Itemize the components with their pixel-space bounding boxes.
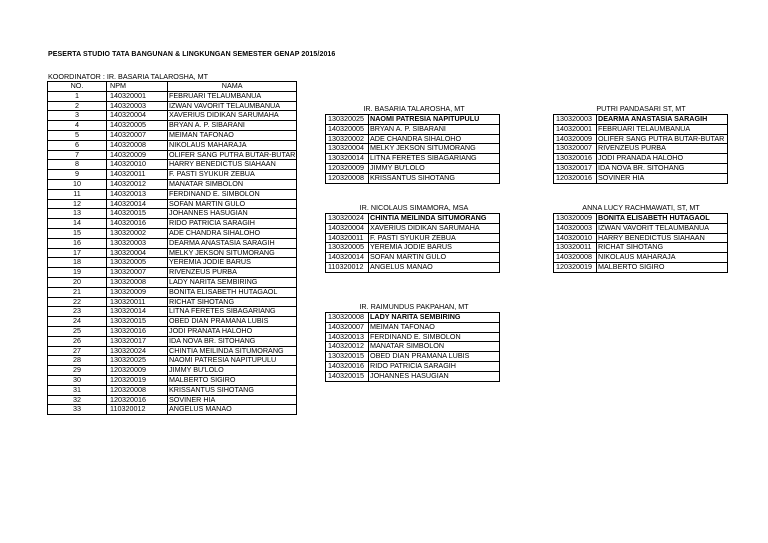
row-npm-cell: 140320008 xyxy=(107,140,168,150)
table-row xyxy=(48,346,297,356)
group-npm-cell: 120320009 xyxy=(326,163,369,173)
group-npm-cell: 130320007 xyxy=(554,144,597,154)
table-row xyxy=(48,395,297,405)
row-no-cell: 15 xyxy=(48,228,107,238)
group-npm-cell: 140320007 xyxy=(326,322,369,332)
group-row xyxy=(554,173,728,183)
row-no-cell: 21 xyxy=(48,287,107,297)
row-no-cell: 27 xyxy=(48,346,107,356)
table-row xyxy=(48,248,297,258)
row-npm-cell: 130320015 xyxy=(107,317,168,327)
group-npm-cell: 140320014 xyxy=(326,253,369,263)
row-no-cell: 23 xyxy=(48,307,107,317)
group-2-table xyxy=(553,114,728,184)
row-npm-cell: 130320002 xyxy=(107,228,168,238)
group-row xyxy=(326,352,500,362)
row-no-cell: 17 xyxy=(48,248,107,258)
group-nama-cell: XAVERIUS DIDIKAN SARUMAHA xyxy=(369,223,500,233)
row-nama-cell: OLIFER SANG PUTRA BUTAR-BUTAR xyxy=(169,150,296,159)
row-nama-cell: MEIMAN TAFONAO xyxy=(168,130,297,140)
row-no-cell: 8 xyxy=(48,160,107,170)
row-no-cell: 28 xyxy=(48,356,107,366)
group-nama-cell: RIVENZEUS PURBA xyxy=(597,144,728,154)
row-nama-cell: SOVINER HIA xyxy=(168,395,297,405)
row-npm-cell: 140320009 xyxy=(107,150,168,160)
group-2-lecturer: PUTRI PANDASARI ST, MT xyxy=(596,104,686,113)
group-row xyxy=(554,233,728,243)
group-npm-cell: 140320010 xyxy=(554,233,597,243)
row-nama-cell: LITNA FERETES SIBAGARIANG xyxy=(168,307,297,317)
group-row xyxy=(554,243,728,253)
row-no-cell: 24 xyxy=(48,317,107,327)
group-npm-cell: 130320005 xyxy=(326,243,369,253)
row-no-cell: 18 xyxy=(48,258,107,268)
group-npm-cell: 140320004 xyxy=(326,223,369,233)
group-row xyxy=(326,134,500,144)
row-nama-cell: FERDINAND E. SIMBOLON xyxy=(168,189,297,199)
group-npm-cell: 130320015 xyxy=(326,352,369,362)
group-nama-cell: DEARMA ANASTASIA SARAGIH xyxy=(597,115,728,125)
group-4-table xyxy=(553,213,728,273)
group-nama-cell: LITNA FERETES SIBAGARIANG xyxy=(369,154,500,164)
row-no-cell: 33 xyxy=(48,405,107,415)
table-row xyxy=(48,140,297,150)
table-row xyxy=(48,356,297,366)
group-row xyxy=(326,332,500,342)
group-nama-cell: IZWAN VAVORIT TELAUMBANUA xyxy=(597,223,728,233)
group-1-lecturer: IR. BASARIA TALAROSHA, MT xyxy=(363,104,465,113)
group-npm-cell: 130320002 xyxy=(326,134,369,144)
group-nama-cell: ANGELUS MANAO xyxy=(369,262,500,272)
table-row xyxy=(48,287,297,297)
table-row xyxy=(48,258,297,268)
row-nama-cell: IZWAN VAVORIT TELAUMBANUA xyxy=(168,101,297,111)
group-npm-cell: 130320016 xyxy=(554,154,597,164)
group-row xyxy=(326,154,500,164)
group-row xyxy=(326,233,500,243)
group-npm-cell: 120320008 xyxy=(326,173,369,183)
group-row xyxy=(554,154,728,164)
table-row xyxy=(48,307,297,317)
group-row xyxy=(326,214,500,224)
group-nama-cell: CHINTIA MEILINDA SITUMORANG xyxy=(369,214,500,224)
koordinator-name: IR. BASARIA TALAROSHA, MT xyxy=(106,72,209,81)
group-row xyxy=(326,223,500,233)
group-row xyxy=(326,163,500,173)
row-npm-cell: 140320016 xyxy=(107,219,168,229)
row-no-cell: 4 xyxy=(48,121,107,131)
group-nama-cell: OBED DIAN PRAMANA LUBIS xyxy=(369,352,500,362)
row-nama-cell: HARRY BENEDICTUS SIAHAAN xyxy=(168,160,297,170)
header-no: NO. xyxy=(48,82,107,92)
row-nama-cell: BRYAN A. P. SIBARANI xyxy=(168,121,297,131)
group-3-table xyxy=(325,213,500,273)
table-row xyxy=(48,385,297,395)
table-row xyxy=(48,179,297,189)
row-nama-cell: NAOMI PATRESIA NAPITUPULU xyxy=(168,356,297,366)
row-no-cell: 31 xyxy=(48,385,107,395)
row-npm-cell: 140320013 xyxy=(107,189,168,199)
document-title: PESERTA STUDIO TATA BANGUNAN & LINGKUNGAN SEMESTER GENAP 2015/2016 xyxy=(48,51,336,58)
group-row xyxy=(326,371,500,381)
row-nama-cell: IDA NOVA BR. SITOHANG xyxy=(168,336,297,346)
row-nama-cell: CHINTIA MEILINDA SITUMORANG xyxy=(168,346,297,356)
group-row xyxy=(326,253,500,263)
group-row xyxy=(326,115,500,125)
group-npm-cell: 140320003 xyxy=(554,223,597,233)
group-npm-cell: 130320014 xyxy=(326,154,369,164)
row-no-cell: 3 xyxy=(48,111,107,121)
group-nama-cell: MANATAR SIMBOLON xyxy=(369,342,500,352)
row-npm-cell: 130320016 xyxy=(107,326,168,336)
group-npm-cell: 130320009 xyxy=(554,214,597,224)
row-nama-cell: JOHANNES HASUGIAN xyxy=(168,209,297,219)
row-npm-cell: 140320010 xyxy=(107,160,168,170)
row-nama-cell: MELKY JEKSON SITUMORANG xyxy=(168,248,297,258)
group-row xyxy=(554,134,728,144)
row-no-cell: 22 xyxy=(48,297,107,307)
row-nama-cell: OBED DIAN PRAMANA LUBIS xyxy=(168,317,297,327)
row-npm-cell: 130320005 xyxy=(107,258,168,268)
group-npm-cell: 130320024 xyxy=(326,214,369,224)
group-nama-cell: SOFAN MARTIN GULO xyxy=(369,253,500,263)
row-npm-cell: 130320024 xyxy=(107,346,168,356)
row-nama-cell: SOFAN MARTIN GULO xyxy=(168,199,297,209)
group-nama-cell: FERDINAND E. SIMBOLON xyxy=(369,332,500,342)
row-npm-cell: 130320025 xyxy=(107,356,168,366)
table-row xyxy=(48,336,297,346)
row-no-cell: 12 xyxy=(48,199,107,209)
group-npm-cell: 140320016 xyxy=(326,361,369,371)
group-nama-cell: MEIMAN TAFONAO xyxy=(369,322,500,332)
header-nama: NAMA xyxy=(168,82,297,92)
table-row xyxy=(48,405,297,415)
row-nama-cell: RICHAT SIHOTANG xyxy=(168,297,297,307)
table-row xyxy=(48,366,297,376)
group-nama-cell: MALBERTO SIGIRO xyxy=(597,262,728,272)
row-no-cell: 9 xyxy=(48,170,107,180)
row-npm-cell: 140320011 xyxy=(107,170,168,180)
row-nama-cell: YEREMIA JODIE BARUS xyxy=(168,258,297,268)
row-no-cell: 5 xyxy=(48,130,107,140)
row-npm-cell: 120320019 xyxy=(107,375,168,385)
group-row xyxy=(554,253,728,263)
group-row xyxy=(326,173,500,183)
row-no-cell: 6 xyxy=(48,140,107,150)
table-row xyxy=(48,277,297,287)
row-nama-cell: NIKOLAUS MAHARAJA xyxy=(168,140,297,150)
row-nama-cell: MALBERTO SIGIRO xyxy=(168,375,297,385)
group-row xyxy=(326,361,500,371)
group-npm-cell: 140320012 xyxy=(326,342,369,352)
row-nama-cell: KRISSANTUS SIHOTANG xyxy=(168,385,297,395)
group-npm-cell: 130320008 xyxy=(326,313,369,323)
table-row xyxy=(48,317,297,327)
group-nama-cell: JOHANNES HASUGIAN xyxy=(369,371,500,381)
row-npm-cell: 120320016 xyxy=(107,395,168,405)
row-no-cell: 25 xyxy=(48,326,107,336)
row-no-cell: 1 xyxy=(48,91,107,101)
row-nama-cell: BONITA ELISABETH HUTAGAOL xyxy=(168,287,297,297)
row-nama-cell: MANATAR SIMBOLON xyxy=(168,179,297,189)
table-row xyxy=(48,375,297,385)
row-no-cell: 32 xyxy=(48,395,107,405)
row-no-cell: 26 xyxy=(48,336,107,346)
group-nama-cell: NIKOLAUS MAHARAJA xyxy=(597,253,728,263)
group-row xyxy=(326,262,500,272)
header-npm: NPM xyxy=(107,82,168,92)
group-row xyxy=(326,124,500,134)
group-nama-cell: FEBRUARI TELAUMBANUA xyxy=(597,124,728,134)
row-npm-cell: 140320012 xyxy=(107,179,168,189)
koordinator-label: KOORDINATOR : xyxy=(48,72,105,81)
table-row xyxy=(48,121,297,131)
table-row xyxy=(48,150,297,160)
table-row xyxy=(48,326,297,336)
group-row xyxy=(326,313,500,323)
row-npm-cell: 130320008 xyxy=(107,277,168,287)
group-3-lecturer: IR. NICOLAUS SIMAMORA, MSA xyxy=(359,203,469,212)
group-row xyxy=(554,124,728,134)
row-npm-cell: 130320011 xyxy=(107,297,168,307)
row-no-cell: 7 xyxy=(48,150,107,160)
row-no-cell: 19 xyxy=(48,268,107,278)
group-npm-cell: 140320008 xyxy=(554,253,597,263)
row-nama-cell: XAVERIUS DIDIKAN SARUMAHA xyxy=(168,111,297,121)
row-nama-cell: FEBRUARI TELAUMBANUA xyxy=(168,91,297,101)
row-no-cell: 11 xyxy=(48,189,107,199)
group-nama-cell: ADE CHANDRA SIHALOHO xyxy=(369,134,500,144)
main-student-table xyxy=(47,81,297,415)
group-npm-cell: 140320011 xyxy=(326,233,369,243)
group-nama-cell: HARRY BENEDICTUS SIAHAAN xyxy=(597,233,728,243)
group-row xyxy=(326,243,500,253)
group-npm-cell: 120320019 xyxy=(554,262,597,272)
table-row xyxy=(48,111,297,121)
group-nama-cell: BONITA ELISABETH HUTAGAOL xyxy=(597,214,728,224)
row-npm-cell: 130320004 xyxy=(107,248,168,258)
group-npm-cell: 140320005 xyxy=(326,124,369,134)
group-npm-cell: 130320004 xyxy=(326,144,369,154)
row-no-cell: 2 xyxy=(48,101,107,111)
group-row xyxy=(554,163,728,173)
table-row xyxy=(48,101,297,111)
row-npm-cell: 140320001 xyxy=(107,91,168,101)
group-row xyxy=(554,214,728,224)
group-4-lecturer: ANNA LUCY RACHMAWATI, ST, MT xyxy=(582,203,700,212)
row-nama-cell: ADE CHANDRA SIHALOHO xyxy=(168,228,297,238)
row-npm-cell: 110320012 xyxy=(107,405,168,415)
table-row xyxy=(48,228,297,238)
row-npm-cell: 140320015 xyxy=(107,209,168,219)
table-row xyxy=(48,219,297,229)
table-row xyxy=(48,170,297,180)
row-npm-cell: 120320009 xyxy=(107,366,168,376)
row-npm-cell: 140320005 xyxy=(107,121,168,131)
row-no-cell: 13 xyxy=(48,209,107,219)
group-npm-cell: 110320012 xyxy=(326,262,369,272)
group-nama-cell: MELKY JEKSON SITUMORANG xyxy=(369,144,500,154)
row-nama-cell: JIMMY BU'LOLO xyxy=(168,366,297,376)
row-npm-cell: 130320007 xyxy=(107,268,168,278)
table-row xyxy=(48,199,297,209)
group-nama-cell: JODI PRANADA HALOHO xyxy=(597,154,728,164)
main-table-body xyxy=(48,91,297,414)
row-no-cell: 29 xyxy=(48,366,107,376)
row-nama-cell: RIDO PATRICIA SARAGIH xyxy=(168,219,297,229)
table-row xyxy=(48,160,297,170)
table-row xyxy=(48,130,297,140)
group-npm-cell: 140320015 xyxy=(326,371,369,381)
group-nama-cell: F. PASTI SYUKUR ZEBUA xyxy=(369,233,500,243)
row-no-cell: 10 xyxy=(48,179,107,189)
row-npm-cell: 130320014 xyxy=(107,307,168,317)
group-npm-cell: 130320003 xyxy=(554,115,597,125)
group-nama-cell: KRISSANTUS SIHOTANG xyxy=(369,173,500,183)
row-nama-cell: DEARMA ANASTASIA SARAGIH xyxy=(168,238,297,248)
row-npm-cell: 140320003 xyxy=(107,101,168,111)
table-row xyxy=(48,189,297,199)
row-no-cell: 14 xyxy=(48,219,107,229)
group-row xyxy=(326,322,500,332)
row-npm-cell: 130320017 xyxy=(107,336,168,346)
table-row xyxy=(48,209,297,219)
row-npm-cell: 140320014 xyxy=(107,199,168,209)
table-row xyxy=(48,268,297,278)
group-npm-cell: 140320009 xyxy=(554,134,597,144)
group-row xyxy=(326,342,500,352)
table-row xyxy=(48,238,297,248)
group-npm-cell: 130320017 xyxy=(554,163,597,173)
group-row xyxy=(554,223,728,233)
group-row xyxy=(554,262,728,272)
group-row xyxy=(326,144,500,154)
row-npm-cell: 130320003 xyxy=(107,238,168,248)
row-nama-cell: RIVENZEUS PURBA xyxy=(168,268,297,278)
row-no-cell: 20 xyxy=(48,277,107,287)
group-row xyxy=(554,115,728,125)
group-nama-cell: IDA NOVA BR. SITOHANG xyxy=(597,163,728,173)
row-no-cell: 30 xyxy=(48,375,107,385)
group-row xyxy=(554,144,728,154)
row-npm-cell: 140320004 xyxy=(107,111,168,121)
table-row xyxy=(48,91,297,101)
group-nama-cell: RIDO PATRICIA SARAGIH xyxy=(369,361,500,371)
group-npm-cell: 140320001 xyxy=(554,124,597,134)
row-nama-cell: ANGELUS MANAO xyxy=(168,405,297,415)
row-nama-cell: F. PASTI SYUKUR ZEBUA xyxy=(168,170,297,180)
group-npm-cell: 120320016 xyxy=(554,173,597,183)
group-nama-cell: JIMMY BU'LOLO xyxy=(369,163,500,173)
row-npm-cell: 120320008 xyxy=(107,385,168,395)
koordinator-line xyxy=(48,72,208,81)
group-npm-cell: 130320025 xyxy=(326,115,369,125)
group-5-table xyxy=(325,312,500,382)
group-nama-cell: LADY NARITA SEMBIRING xyxy=(369,313,500,323)
group-npm-cell: 130320011 xyxy=(554,243,597,253)
row-nama-cell: JODI PRANATA HALOHO xyxy=(168,326,297,336)
group-nama-cell: NAOMI PATRESIA NAPITUPULU xyxy=(369,115,500,125)
row-nama-cell: LADY NARITA SEMBIRING xyxy=(168,277,297,287)
row-npm-cell: 140320007 xyxy=(107,130,168,140)
group-nama-cell: SOVINER HIA xyxy=(597,173,728,183)
group-nama-cell: RICHAT SIHOTANG xyxy=(597,243,728,253)
table-row xyxy=(48,297,297,307)
group-nama-cell: YEREMIA JODIE BARUS xyxy=(369,243,500,253)
group-nama-cell: OLIFER SANG PUTRA BUTAR-BUTAR xyxy=(597,134,728,144)
main-table-header-row xyxy=(48,82,297,92)
group-1-table xyxy=(325,114,500,184)
group-nama-cell: BRYAN A. P. SIBARANI xyxy=(369,124,500,134)
group-npm-cell: 140320013 xyxy=(326,332,369,342)
row-no-cell: 16 xyxy=(48,238,107,248)
group-5-lecturer: IR. RAIMUNDUS PAKPAHAN, MT xyxy=(359,302,469,311)
row-npm-cell: 130320009 xyxy=(107,287,168,297)
